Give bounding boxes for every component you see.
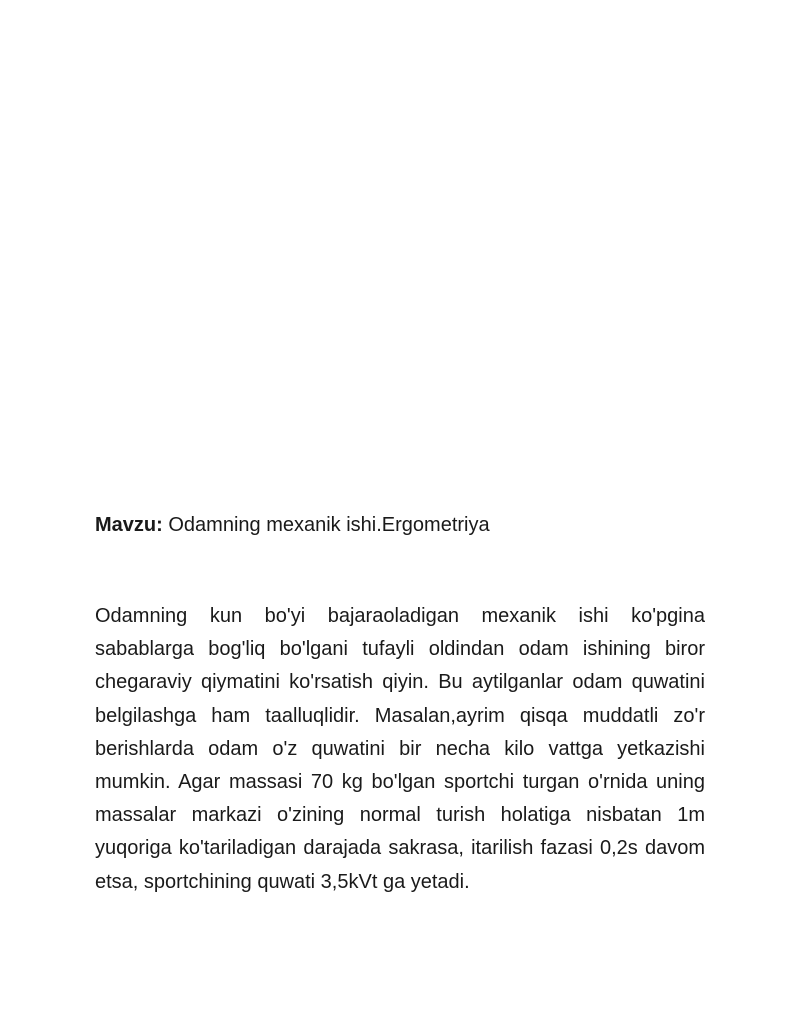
- topic-title: Odamning mexanik ishi.Ergometriya: [168, 514, 490, 536]
- topic-label: Mavzu:: [95, 514, 163, 536]
- topic-heading: [95, 511, 715, 539]
- body-paragraph: Odamning kun bo'yi bajaraoladigan mexanik ishi ko'pgina sabablarga bog'liq bo'lgani tufayli oldindan odam ishining biror chegaraviy qiymatini ko'rsatish qiyin. Bu aytilganlar odam quwatini belgilashga ham taalluqlidir. Masalan,ayrim qisqa muddatli zo'r berishlarda odam o'z quwatini bir necha kilo vattga yetkazishi mumkin. Agar massasi 70 kg bo'lgan sportchi turgan o'rnida uning massalar markazi o'zining normal turish holatiga nisbatan 1m yuqoriga ko'tariladigan darajada sakrasa, itarilish fazasi 0,2s davom etsa, sportchining quwati 3,5kVt ga yetadi.: [95, 605, 705, 893]
